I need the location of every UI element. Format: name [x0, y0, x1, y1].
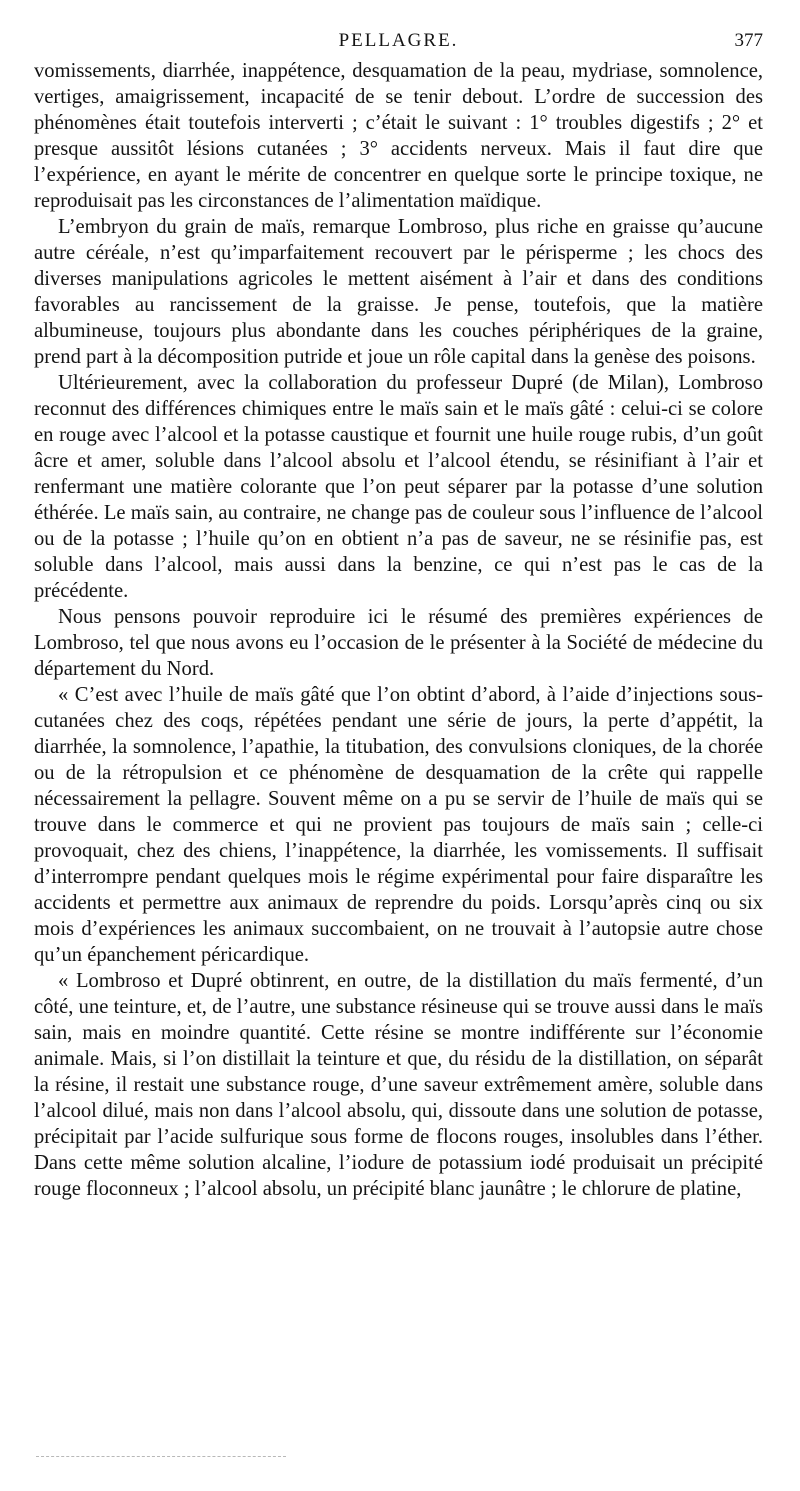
- quoted-paragraph: « Lombroso et Dupré obtinrent, en outre, de la distillation du maïs fermenté, d’un côté, une teinture, et, de l’autre, une substance résineuse qui se trouve aussi dans le maïs sain, mais en moindre quantité. Cette résine se montre indifférente sur l’économie animale. Mais, si l’on distillait la teinture et que, du résidu de la distillation, on séparât la résine, il restait une substance rouge, d’une saveur extrêmement amère, soluble dans l’alcool dilué, mais non dans l’alcool absolu, qui, dissoute dans une solution de potasse, précipitait par l’acide sulfurique sous forme de flocons rouges, insolubles dans l’éther. Dans cette même solution alcaline, l’iodure de potassium iodé produisait un précipité rouge floconneux ; l’alcool absolu, un précipité blanc jaunâtre ; le chlorure de platine,: [34, 970, 763, 1200]
- footer-rule: [36, 1456, 286, 1457]
- paragraph: L’embryon du grain de maïs, remarque Lombroso, plus riche en graisse qu’aucune autre céréale, n’est qu’imparfaitement recouvert par le périsperme ; les chocs des diverses manipulations agricoles le mettent aisément à l’air et dans des conditions favorables au rancissement de la graisse. Je pense, toutefois, que la matière albumineuse, toujours plus abondante dans les couches périphériques de la graine, prend part à la décomposition putride et joue un rôle capital dans la genèse des poisons.: [34, 216, 763, 368]
- running-title: PELLAGRE.: [338, 30, 459, 51]
- paragraph: Nous pensons pouvoir reproduire ici le résumé des premières expériences de Lombroso, tel que nous avons eu l’occasion de le présenter à la Société de médecine du département du Nord.: [34, 606, 763, 680]
- body-text: [34, 58, 763, 1202]
- page-number: 377: [734, 30, 763, 51]
- paragraph: Ultérieurement, avec la collaboration du professeur Dupré (de Milan), Lombroso reconnut des différences chimiques entre le maïs sain et le maïs gâté : celui-ci se colore en rouge avec l’alcool et la potasse caustique et fournit une huile rouge rubis, d’un goût âcre et amer, soluble dans l’alcool absolu et l’alcool étendu, se résinifiant à l’air et renfermant une matière colorante que l’on peut séparer par la potasse d’une solution éthérée. Le maïs sain, au contraire, ne change pas de couleur sous l’influence de l’alcool ou de la potasse ; l’huile qu’on en obtient n’a pas de saveur, ne se résinifie pas, est soluble dans l’alcool, mais aussi dans la benzine, ce qui n’est pas le cas de la précédente.: [34, 372, 763, 602]
- quoted-paragraph: « C’est avec l’huile de maïs gâté que l’on obtint d’abord, à l’aide d’injections sous-cutanées chez des coqs, répétées pendant une série de jours, la perte d’appétit, la diarrhée, la somnolence, l’apathie, la titubation, des convulsions cloniques, de la chorée ou de la rétropulsion et ce phénomène de desquamation de la crête qui rappelle nécessairement la pellagre. Souvent même on a pu se servir de l’huile de maïs qui se trouve dans le commerce et qui ne provient pas toujours de maïs sain ; celle-ci provoquait, chez des chiens, l’inappétence, la diarrhée, les vomissements. Il suffisait d’interrompre pendant quelques mois le régime expérimental pour faire disparaître les accidents et permettre aux animaux de reprendre du poids. Lorsqu’après cinq ou six mois d’expériences les animaux succombaient, on ne trouvait à l’autopsie autre chose qu’un épanchement péricardique.: [34, 684, 763, 966]
- page-header: [34, 30, 763, 56]
- paragraph-continued: vomissements, diarrhée, inappétence, desquamation de la peau, mydriase, somnolence, vertiges, amaigrissement, incapacité de se tenir debout. L’ordre de succession des phénomènes était toutefois interverti ; c’était le suivant : 1° troubles digestifs ; 2° et presque aussitôt lésions cutanées ; 3° accidents nerveux. Mais il faut dire que l’expérience, en ayant le mérite de concentrer en quelque sorte le principe toxique, ne reproduisait pas les circonstances de l’alimentation maïdique.: [34, 60, 763, 212]
